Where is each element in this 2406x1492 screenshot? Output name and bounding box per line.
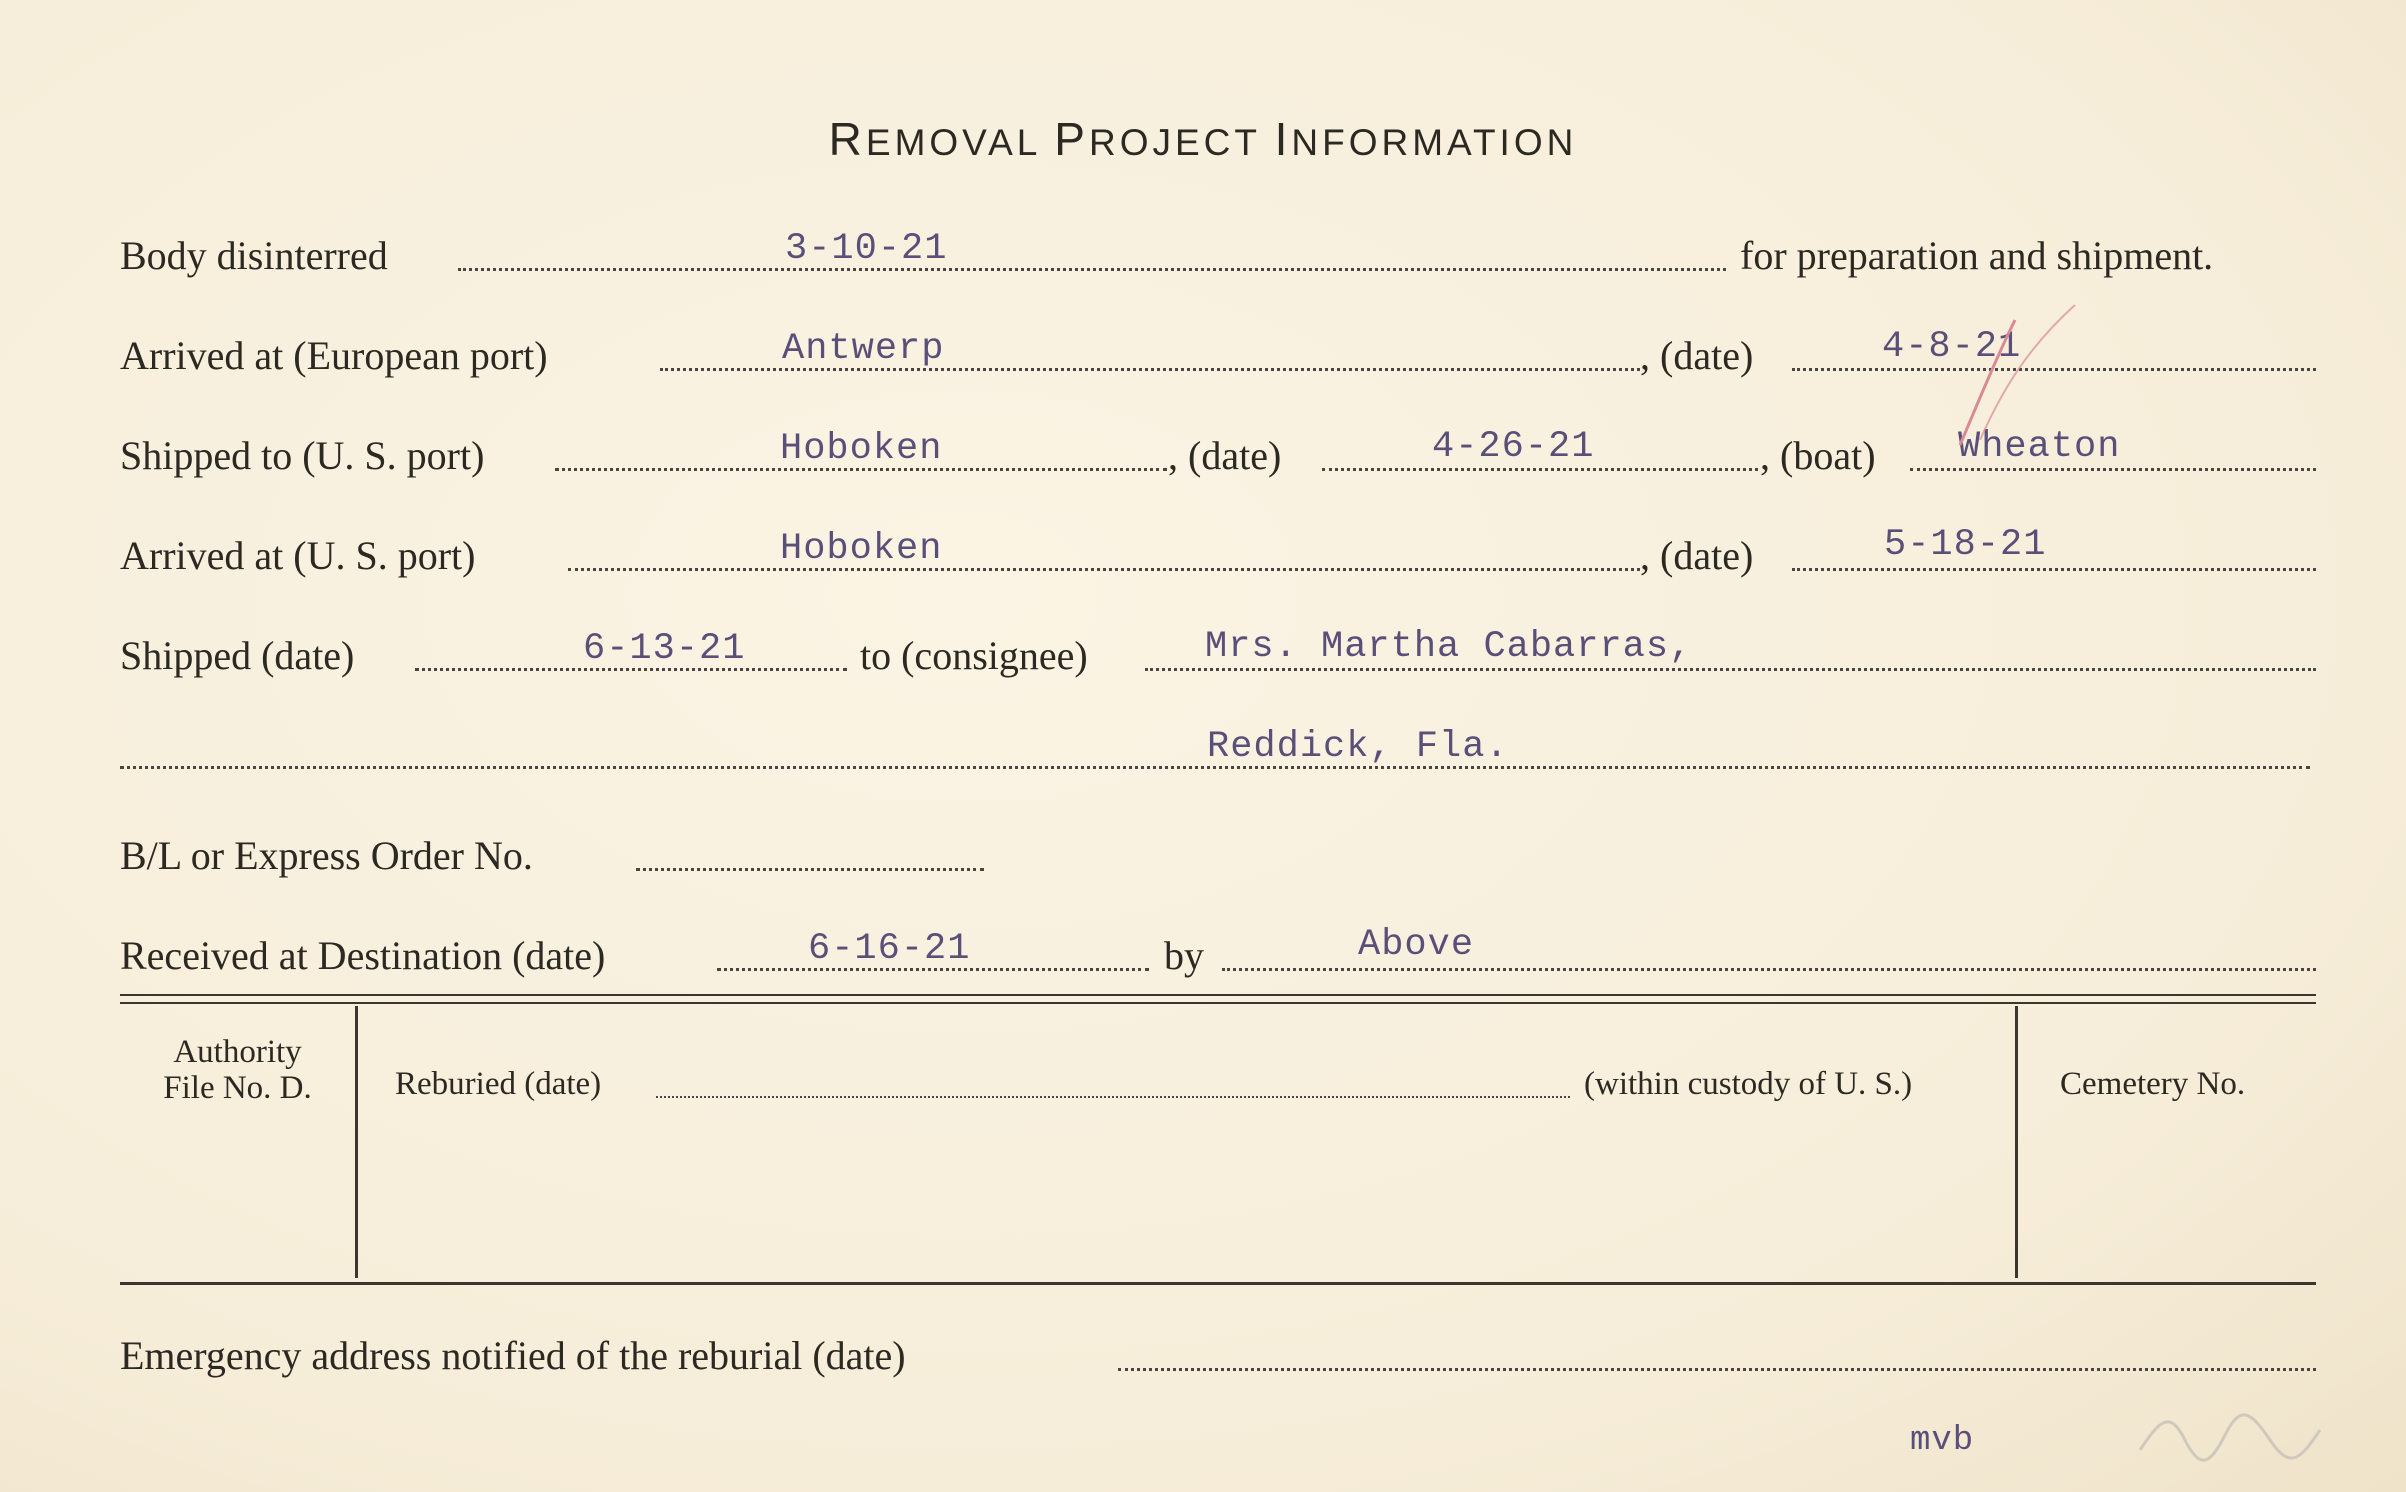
disinterred-date: 3-10-21	[785, 228, 948, 270]
table-top-rule-1	[120, 994, 2316, 996]
shipped-us-date-label: , (date)	[1168, 433, 1282, 478]
shipped-date: 6-13-21	[583, 628, 746, 670]
shipped-date-label: Shipped (date)	[120, 633, 355, 678]
shipped-us-date-line	[1322, 468, 1758, 471]
arrived-eu-label: Arrived at (European port)	[120, 333, 548, 378]
shipped-us-boat: Wheaton	[1958, 426, 2121, 468]
disinterred-label: Body disinterred	[120, 233, 388, 278]
bl-line	[636, 868, 984, 871]
arrived-eu-port: Antwerp	[782, 328, 945, 370]
custody-label: (within custody of U. S.)	[1584, 1066, 1913, 1102]
arrived-us-label: Arrived at (U. S. port)	[120, 533, 476, 578]
arrived-us-port: Hoboken	[780, 528, 943, 570]
arrived-eu-date-label: , (date)	[1640, 333, 1754, 378]
shipped-us-label: Shipped to (U. S. port)	[120, 433, 485, 478]
arrived-us-line	[568, 568, 1640, 571]
consignee-label: to (consignee)	[860, 633, 1088, 678]
shipped-us-boat-label: , (boat)	[1760, 433, 1876, 478]
emergency-label: Emergency address notified of the reburial (date)	[120, 1333, 906, 1378]
arrived-us-date: 5-18-21	[1884, 524, 2047, 566]
table-divider-left	[355, 1006, 358, 1278]
emergency-line	[1118, 1368, 2316, 1371]
arrived-eu-date: 4-8-21	[1882, 326, 2022, 368]
clerk-initials: mvb	[1910, 1422, 1975, 1460]
received-by: Above	[1358, 924, 1475, 966]
consignee-line	[1145, 668, 2316, 671]
file-no-label: File No. D.	[163, 1070, 312, 1106]
consignee-name: Mrs. Martha Cabarras,	[1205, 626, 1693, 668]
cemetery-label: Cemetery No.	[2060, 1066, 2246, 1102]
authority-label: Authority	[173, 1034, 302, 1070]
card-title: REMOVAL PROJECT INFORMATION	[828, 113, 1578, 165]
consignee-address: Reddick, Fla.	[1207, 726, 1509, 768]
received-by-label: by	[1164, 933, 1204, 978]
shipped-us-boat-line	[1910, 468, 2316, 471]
reburied-line	[656, 1096, 1570, 1098]
table-top-rule-2	[120, 1002, 2316, 1004]
received-by-line	[1222, 968, 2316, 971]
reburied-label: Reburied (date)	[395, 1066, 602, 1102]
disinterred-suffix: for preparation and shipment.	[1740, 233, 2214, 278]
received-date: 6-16-21	[808, 928, 971, 970]
disinterred-line	[458, 268, 1726, 271]
bl-label: B/L or Express Order No.	[120, 833, 533, 878]
pencil-scribble	[2130, 1380, 2330, 1480]
arrived-us-date-label: , (date)	[1640, 533, 1754, 578]
red-check-mark	[1955, 300, 2095, 460]
shipped-us-port: Hoboken	[780, 428, 943, 470]
table-divider-right	[2015, 1006, 2018, 1278]
table-bottom-rule	[120, 1282, 2316, 1285]
received-label: Received at Destination (date)	[120, 933, 606, 978]
arrived-us-date-line	[1792, 568, 2316, 571]
shipped-us-date: 4-26-21	[1432, 426, 1595, 468]
authority-cell	[130, 1034, 345, 1106]
